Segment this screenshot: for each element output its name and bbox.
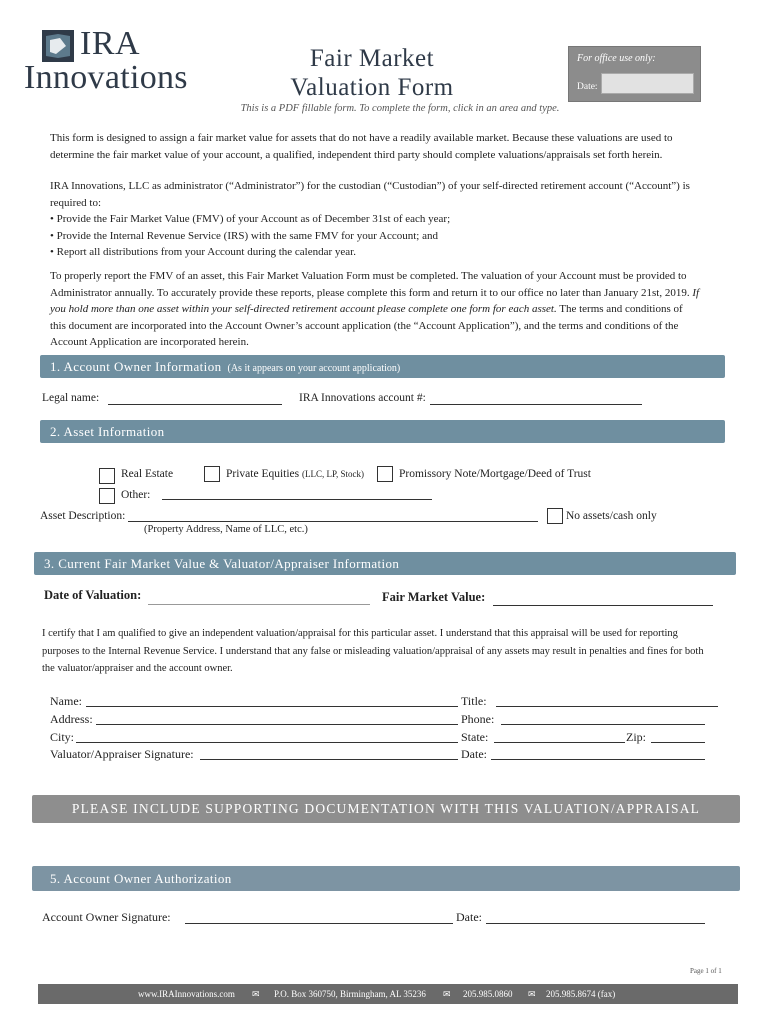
no-assets-checkbox[interactable]: [547, 508, 563, 524]
legal-name-field[interactable]: [108, 404, 282, 405]
valuator-signature-field[interactable]: [200, 759, 458, 760]
valuator-date-field[interactable]: [491, 759, 705, 760]
certification-statement: I certify that I am qualified to give an independent valuation/appraisal for this particular asset. I understand that this appraisal will be used for reporting purposes to the Internal Revenue Service. I understand that any false or misleading valuation/appraisal of any assets may result in penalties and fines for both the valuator/appraiser and the account owner.: [42, 628, 704, 674]
page-number: Page 1 of 1: [690, 967, 722, 975]
valuator-title-label: Title:: [461, 694, 487, 708]
valuator-state-label: State:: [461, 730, 489, 744]
private-equities-label: Private Equities (LLC, LP, Stock): [226, 468, 365, 480]
valuator-phone-field[interactable]: [501, 724, 705, 725]
footer-fax: 205.985.8674 (fax): [546, 989, 616, 999]
supporting-documentation-banner: PLEASE INCLUDE SUPPORTING DOCUMENTATION WITH THIS VALUATION/APPRAISAL: [32, 795, 740, 823]
date-of-valuation-field[interactable]: [148, 604, 370, 605]
form-instructions: This is a PDF fillable form. To complete the form, click in an area and type.: [240, 103, 560, 114]
fair-market-value-label: Fair Market Value:: [382, 590, 486, 604]
owner-date-label: Date:: [456, 910, 482, 924]
intro-paragraph-2: IRA Innovations, LLC as administrator (“Administrator”) for the custodian (“Custodian”) of your self-directed retirement account (“Account”) is required to:: [50, 180, 690, 209]
valuator-title-field[interactable]: [496, 706, 718, 707]
owner-signature-label: Account Owner Signature:: [42, 910, 171, 924]
other-label: Other:: [121, 489, 151, 501]
valuator-phone-label: Phone:: [461, 712, 495, 726]
page-title: Fair Market Valuation Form: [290, 45, 454, 101]
real-estate-checkbox[interactable]: [99, 468, 115, 484]
valuator-address-field[interactable]: [96, 724, 458, 725]
office-date-input[interactable]: [601, 73, 694, 94]
property-note: (Property Address, Name of LLC, etc.): [144, 524, 308, 535]
valuator-city-field[interactable]: [76, 742, 458, 743]
footer-website[interactable]: www.IRAInnovations.com: [138, 989, 235, 999]
list-item: • Provide the Fair Market Value (FMV) of your Account as of December 31st of each year;: [50, 213, 451, 225]
valuator-signature-label: Valuator/Appraiser Signature:: [50, 747, 194, 761]
no-assets-label: No assets/cash only: [566, 510, 657, 522]
office-use-label: For office use only:: [577, 53, 656, 64]
promissory-note-checkbox[interactable]: [377, 466, 393, 482]
other-checkbox[interactable]: [99, 488, 115, 504]
logo-text: IRA: [80, 25, 141, 62]
footer-address: P.O. Box 360750, Birmingham, AL 35236: [274, 989, 426, 999]
requirements-list: [50, 211, 700, 261]
owner-signature-field[interactable]: [185, 923, 453, 924]
valuator-zip-label: Zip:: [626, 730, 646, 744]
intro-paragraph-3: To properly report the FMV of an asset, this Fair Market Valuation Form must be completed. The valuation of your Account must be provided to Administrator annually. To accurately provide these reports, please complete this form and return it to our office no later than January 21st, 2019. If you hold more than one asset within your self-directed retirement account please complete one form for each asset. The terms and conditions of this document are incorporated into the Account Owner’s account application (the “Account Application”), and the terms and conditions of the Account Application are incorporated herein.: [50, 270, 700, 348]
asset-description-field[interactable]: [128, 521, 538, 522]
section-header-fair-market-value: 3. Current Fair Market Value & Valuator/Appraiser Information: [34, 552, 736, 575]
separator-icon: ✉: [252, 989, 260, 999]
account-number-field[interactable]: [430, 404, 642, 405]
intro-paragraph-1: This form is designed to assign a fair market value for assets that do not have a readily available market. Because these valuations are used to determine the fair market value of your account, a qualified, independent third party should complete valuations/appraisals set forth herein.: [50, 132, 673, 161]
other-field[interactable]: [162, 499, 432, 500]
valuator-zip-field[interactable]: [651, 742, 705, 743]
footer-bar: [38, 984, 738, 1004]
section-header-authorization: 5. Account Owner Authorization: [32, 866, 740, 891]
section-header-account-owner: 1. Account Owner Information (As it appears on your account application): [40, 355, 725, 378]
separator-icon: ✉: [528, 989, 536, 999]
valuator-state-field[interactable]: [494, 742, 625, 743]
valuator-address-label: Address:: [50, 712, 93, 726]
list-item: • Report all distributions from your Account during the calendar year.: [50, 246, 356, 258]
account-number-label: IRA Innovations account #:: [299, 392, 426, 404]
promissory-note-label: Promissory Note/Mortgage/Deed of Trust: [399, 468, 591, 480]
valuator-name-label: Name:: [50, 694, 82, 708]
real-estate-label: Real Estate: [121, 468, 174, 480]
office-date-label: Date:: [577, 82, 598, 92]
footer-phone: 205.985.0860: [463, 989, 513, 999]
list-item: • Provide the Internal Revenue Service (IRS) with the same FMV for your Account; and: [50, 229, 438, 242]
asset-description-label: Asset Description:: [40, 510, 126, 522]
owner-date-field[interactable]: [486, 923, 705, 924]
section-header-asset-information: 2. Asset Information: [40, 420, 725, 443]
date-of-valuation-label: Date of Valuation:: [44, 588, 142, 602]
logo-text-innovations: Innovations: [24, 59, 188, 96]
private-equities-checkbox[interactable]: [204, 466, 220, 482]
separator-icon: ✉: [443, 989, 451, 999]
valuator-name-field[interactable]: [86, 706, 458, 707]
fair-market-value-field[interactable]: [493, 605, 713, 606]
logo-mark-icon: [42, 30, 74, 62]
legal-name-label: Legal name:: [42, 392, 100, 404]
valuator-city-label: City:: [50, 730, 75, 744]
valuator-date-label: Date:: [461, 747, 487, 761]
